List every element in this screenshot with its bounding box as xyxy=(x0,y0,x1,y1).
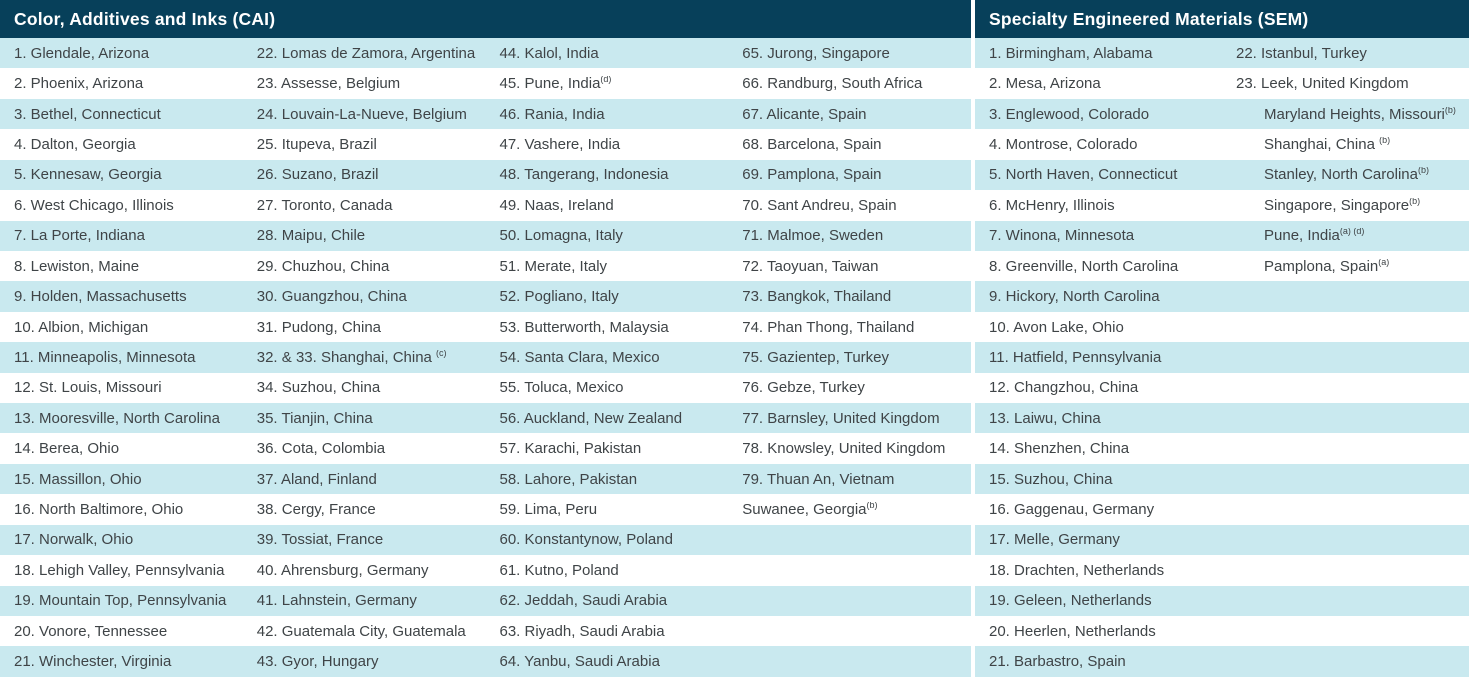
location-entry: 5. Kennesaw, Georgia xyxy=(14,167,162,183)
location-entry: 17. Melle, Germany xyxy=(989,532,1120,548)
location-entry: 53. Butterworth, Malaysia xyxy=(499,319,669,335)
table-row xyxy=(975,342,1469,372)
location-entry: 63. Riyadh, Saudi Arabia xyxy=(499,623,665,639)
location-entry: 60. Konstantynow, Poland xyxy=(499,532,673,548)
table-row xyxy=(975,433,1469,463)
cai-table-title: Color, Additives and Inks (CAI) xyxy=(14,8,276,29)
location-entry: 13. Mooresville, North Carolina xyxy=(14,410,220,426)
location-entry: 25. Itupeva, Brazil xyxy=(256,136,377,152)
location-entry: 22. Lomas de Zamora, Argentina xyxy=(256,45,476,61)
location-entry: 75. Gazientep, Turkey xyxy=(742,349,889,365)
footnote-marker: (b) xyxy=(1379,136,1391,145)
location-entry: 14. Shenzhen, China xyxy=(989,441,1130,457)
location-entry: Suwanee, Georgia$^{(b)}$ xyxy=(742,502,878,518)
footnote-marker: (d) xyxy=(600,76,612,85)
footnote-marker: (b) xyxy=(866,502,878,511)
location-entry: 12. Changzhou, China xyxy=(989,380,1139,396)
footnote-marker: (c) xyxy=(436,349,447,358)
location-entry: 14. Berea, Ohio xyxy=(14,441,120,457)
table-row xyxy=(975,616,1469,646)
location-entry: 65. Jurong, Singapore xyxy=(742,45,890,61)
location-entry: 21. Barbastro, Spain xyxy=(989,654,1126,670)
location-entry: 10. Albion, Michigan xyxy=(14,319,149,335)
location-entry: 44. Kalol, India xyxy=(499,45,599,61)
location-entry: 18. Drachten, Netherlands xyxy=(989,562,1165,578)
location-entry: 20. Vonore, Tennessee xyxy=(14,623,168,639)
location-entry: 27. Toronto, Canada xyxy=(256,197,393,213)
table-row xyxy=(975,281,1469,311)
location-entry: 43. Gyor, Hungary xyxy=(256,654,379,670)
location-entry: 8. Lewiston, Maine xyxy=(14,258,140,274)
location-entry: 7. La Porte, Indiana xyxy=(14,228,145,244)
table-row xyxy=(975,312,1469,342)
location-entry: 3. Englewood, Colorado xyxy=(989,106,1150,122)
table-row xyxy=(975,129,1469,159)
location-entry: 35. Tianjin, China xyxy=(256,410,373,426)
location-entry: 28. Maipu, Chile xyxy=(256,228,366,244)
location-entry: 68. Barcelona, Spain xyxy=(742,136,882,152)
location-entry: 77. Barnsley, United Kingdom xyxy=(742,410,940,426)
location-entry: 5. North Haven, Connecticut xyxy=(989,167,1178,183)
location-entry: 37. Aland, Finland xyxy=(256,471,377,487)
location-entry: 17. Norwalk, Ohio xyxy=(14,532,134,548)
location-entry: 70. Sant Andreu, Spain xyxy=(742,197,897,213)
location-entry: Stanley, North Carolina$^{(b)}$ xyxy=(1264,167,1429,183)
table-row xyxy=(975,555,1469,585)
location-entry: 6. West Chicago, Illinois xyxy=(14,197,174,213)
table-row xyxy=(975,646,1469,676)
sem-table-title: Specialty Engineered Materials (SEM) xyxy=(989,8,1309,29)
location-entry: 18. Lehigh Valley, Pennsylvania xyxy=(14,562,225,578)
location-entry: 4. Dalton, Georgia xyxy=(14,136,136,152)
location-entry: 3. Bethel, Connecticut xyxy=(14,106,161,122)
location-entry: 1. Glendale, Arizona xyxy=(14,45,150,61)
location-entry: Pamplona, Spain$^{(a)}$ xyxy=(1264,258,1390,274)
location-entry: 9. Hickory, North Carolina xyxy=(989,289,1160,305)
location-entry: 29. Chuzhou, China xyxy=(256,258,390,274)
table-row xyxy=(975,160,1469,190)
location-entry: 32. & 33. Shanghai, China $^{(c)}$ xyxy=(256,349,447,365)
table-row xyxy=(975,251,1469,281)
location-entry: 6. McHenry, Illinois xyxy=(989,197,1115,213)
location-entry: 16. Gaggenau, Germany xyxy=(989,502,1155,518)
location-entry: 76. Gebze, Turkey xyxy=(742,380,865,396)
location-entry: 20. Heerlen, Netherlands xyxy=(989,623,1156,639)
sem-table-header xyxy=(975,0,1469,38)
table-row xyxy=(0,342,971,372)
table-row xyxy=(0,99,971,129)
location-entry: Maryland Heights, Missouri$^{(b)}$ xyxy=(1264,106,1456,122)
location-entry: 61. Kutno, Poland xyxy=(499,562,619,578)
location-entry: 38. Cergy, France xyxy=(256,502,376,518)
location-entry: Singapore, Singapore$^{(b)}$ xyxy=(1264,197,1421,213)
location-entry: Pune, India$^{(a) (d)}$ xyxy=(1264,228,1365,244)
location-entry: 8. Greenville, North Carolina xyxy=(989,258,1179,274)
location-entry: 72. Taoyuan, Taiwan xyxy=(742,258,879,274)
table-row xyxy=(0,494,971,524)
table-row xyxy=(0,616,971,646)
location-entry: 12. St. Louis, Missouri xyxy=(14,380,162,396)
table-row xyxy=(0,312,971,342)
location-entry: 50. Lomagna, Italy xyxy=(499,228,623,244)
footnote-marker: (b) xyxy=(1409,197,1421,206)
location-entry: 49. Naas, Ireland xyxy=(499,197,614,213)
location-entry: 19. Geleen, Netherlands xyxy=(989,593,1152,609)
table-row xyxy=(0,373,971,403)
cai-table-header xyxy=(0,0,971,38)
table-row xyxy=(0,68,971,98)
location-entry: 26. Suzano, Brazil xyxy=(256,167,379,183)
location-entry: 64. Yanbu, Saudi Arabia xyxy=(499,654,660,670)
table-row xyxy=(0,555,971,585)
location-entry: 23. Leek, United Kingdom xyxy=(1236,76,1409,92)
location-entry: 74. Phan Thong, Thailand xyxy=(742,319,915,335)
location-entry: 15. Suzhou, China xyxy=(989,471,1113,487)
table-row xyxy=(975,99,1469,129)
table-row xyxy=(0,586,971,616)
table-row xyxy=(0,221,971,251)
location-entry: 58. Lahore, Pakistan xyxy=(499,471,638,487)
table-row xyxy=(975,68,1469,98)
location-entry: 62. Jeddah, Saudi Arabia xyxy=(499,593,668,609)
location-entry: 30. Guangzhou, China xyxy=(256,289,407,305)
sem-table-body xyxy=(975,38,1469,677)
location-entry: 22. Istanbul, Turkey xyxy=(1236,45,1367,61)
footnote-marker: (b) xyxy=(1444,106,1456,115)
location-entry: 79. Thuan An, Vietnam xyxy=(742,471,895,487)
table-row xyxy=(0,646,971,676)
location-entry: 52. Pogliano, Italy xyxy=(499,289,619,305)
table-row xyxy=(975,373,1469,403)
table-row xyxy=(975,38,1469,68)
table-row xyxy=(0,464,971,494)
table-row xyxy=(0,129,971,159)
location-entry: 66. Randburg, South Africa xyxy=(742,76,923,92)
table-row xyxy=(975,190,1469,220)
location-entry: 46. Rania, India xyxy=(499,106,605,122)
location-entry: 13. Laiwu, China xyxy=(989,410,1101,426)
footnote-marker: (b) xyxy=(1417,167,1429,176)
cai-table-body xyxy=(0,38,971,677)
location-entry: 36. Cota, Colombia xyxy=(256,441,386,457)
location-entry: 47. Vashere, India xyxy=(499,136,621,152)
footnote-marker: (a) (d) xyxy=(1339,228,1365,237)
location-entry: 71. Malmoe, Sweden xyxy=(742,228,884,244)
location-entry: 51. Merate, Italy xyxy=(499,258,608,274)
location-entry: 41. Lahnstein, Germany xyxy=(256,593,417,609)
table-row xyxy=(0,160,971,190)
location-entry: 16. North Baltimore, Ohio xyxy=(14,502,184,518)
location-entry: 19. Mountain Top, Pennsylvania xyxy=(14,593,227,609)
table-row xyxy=(0,190,971,220)
table-row xyxy=(0,433,971,463)
location-entry: 69. Pamplona, Spain xyxy=(742,167,882,183)
location-entry: 11. Minneapolis, Minnesota xyxy=(14,349,196,365)
location-entry: 39. Tossiat, France xyxy=(256,532,384,548)
location-entry: 1. Birmingham, Alabama xyxy=(989,45,1153,61)
location-entry: 42. Guatemala City, Guatemala xyxy=(256,623,466,639)
table-row xyxy=(975,464,1469,494)
location-entry: 73. Bangkok, Thailand xyxy=(742,289,892,305)
location-entry: 23. Assesse, Belgium xyxy=(256,76,401,92)
location-entry: 15. Massillon, Ohio xyxy=(14,471,142,487)
location-entry: 57. Karachi, Pakistan xyxy=(499,441,642,457)
table-row xyxy=(0,403,971,433)
table-row xyxy=(975,494,1469,524)
location-entry: 56. Auckland, New Zealand xyxy=(499,410,683,426)
location-entry: 7. Winona, Minnesota xyxy=(989,228,1135,244)
table-row xyxy=(0,525,971,555)
table-row xyxy=(975,586,1469,616)
location-entry: 2. Mesa, Arizona xyxy=(989,76,1101,92)
location-entry: 48. Tangerang, Indonesia xyxy=(499,167,669,183)
location-entry: 59. Lima, Peru xyxy=(499,502,598,518)
table-row xyxy=(975,525,1469,555)
table-row xyxy=(0,38,971,68)
location-entry: 55. Toluca, Mexico xyxy=(499,380,624,396)
location-entry: 45. Pune, India$^{(d)}$ xyxy=(499,76,612,92)
location-entry: 4. Montrose, Colorado xyxy=(989,136,1138,152)
location-entry: 34. Suzhou, China xyxy=(256,380,381,396)
table-row xyxy=(975,403,1469,433)
location-entry: 78. Knowsley, United Kingdom xyxy=(742,441,946,457)
table-row xyxy=(975,221,1469,251)
table-row xyxy=(0,281,971,311)
location-entry: Shanghai, China $^{(b)}$ xyxy=(1264,136,1391,152)
location-entry: 9. Holden, Massachusetts xyxy=(14,289,187,305)
location-entry: 67. Alicante, Spain xyxy=(742,106,867,122)
location-entry: 11. Hatfield, Pennsylvania xyxy=(989,349,1162,365)
location-entry: 54. Santa Clara, Mexico xyxy=(499,349,660,365)
sem-table xyxy=(975,0,1469,691)
location-entry: 31. Pudong, China xyxy=(256,319,382,335)
location-entry: 40. Ahrensburg, Germany xyxy=(256,562,429,578)
location-entry: 10. Avon Lake, Ohio xyxy=(989,319,1124,335)
location-entry: 2. Phoenix, Arizona xyxy=(14,76,144,92)
footnote-marker: (a) xyxy=(1378,258,1390,267)
location-entry: 24. Louvain-La-Nueve, Belgium xyxy=(256,106,467,122)
table-row xyxy=(0,251,971,281)
location-entry: 21. Winchester, Virginia xyxy=(14,654,172,670)
